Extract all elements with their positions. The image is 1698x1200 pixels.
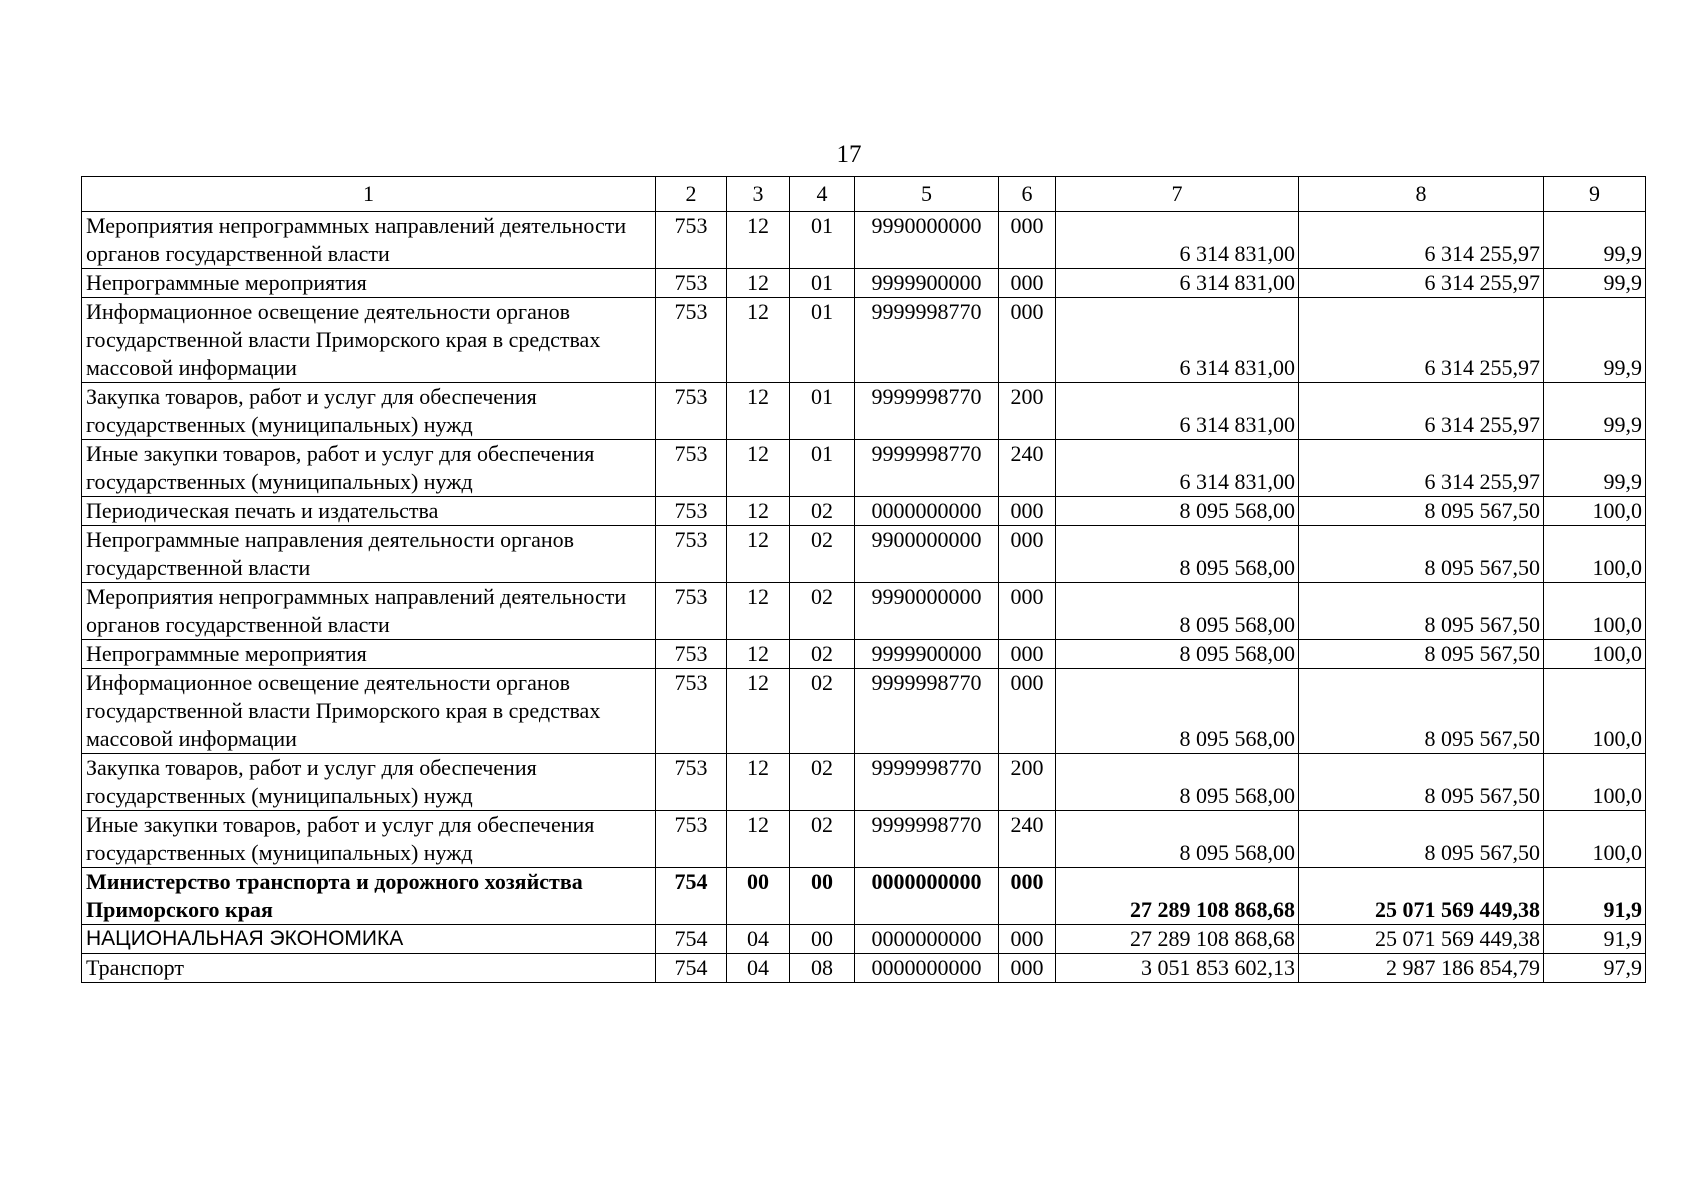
header-cell: 7 xyxy=(1056,177,1299,212)
code-cell: 000 xyxy=(999,526,1056,583)
code-cell: 01 xyxy=(790,440,855,497)
code-cell: 12 xyxy=(727,669,790,754)
header-cell: 2 xyxy=(656,177,727,212)
amount-executed-cell: 2 987 186 854,79 xyxy=(1299,954,1544,983)
code-cell: 753 xyxy=(656,212,727,269)
code-cell: 753 xyxy=(656,754,727,811)
row-name-cell: Мероприятия непрограммных направлений деятельности органов государственной власти xyxy=(82,212,656,269)
code-cell: 9999998770 xyxy=(855,811,999,868)
code-cell: 754 xyxy=(656,925,727,954)
row-name-cell: Информационное освещение деятельности органов государственной власти Приморского края в средствах массовой информации xyxy=(82,669,656,754)
code-cell: 000 xyxy=(999,497,1056,526)
code-cell: 12 xyxy=(727,583,790,640)
code-cell: 12 xyxy=(727,269,790,298)
code-cell: 12 xyxy=(727,383,790,440)
code-cell: 000 xyxy=(999,925,1056,954)
table-row xyxy=(82,440,1646,497)
table-row xyxy=(82,925,1646,954)
amount-executed-cell: 8 095 567,50 xyxy=(1299,497,1544,526)
code-cell: 02 xyxy=(790,526,855,583)
code-cell: 000 xyxy=(999,269,1056,298)
row-name-cell: Министерство транспорта и дорожного хозяйства Приморского края xyxy=(82,868,656,925)
amount-planned-cell: 6 314 831,00 xyxy=(1056,383,1299,440)
code-cell: 753 xyxy=(656,298,727,383)
amount-planned-cell: 6 314 831,00 xyxy=(1056,269,1299,298)
code-cell: 02 xyxy=(790,811,855,868)
percent-cell: 100,0 xyxy=(1544,811,1646,868)
amount-planned-cell: 6 314 831,00 xyxy=(1056,298,1299,383)
percent-cell: 97,9 xyxy=(1544,954,1646,983)
percent-cell: 99,9 xyxy=(1544,298,1646,383)
percent-cell: 100,0 xyxy=(1544,583,1646,640)
page-number: 17 xyxy=(836,141,862,168)
code-cell: 200 xyxy=(999,754,1056,811)
amount-planned-cell: 8 095 568,00 xyxy=(1056,583,1299,640)
amount-executed-cell: 8 095 567,50 xyxy=(1299,811,1544,868)
header-cell: 1 xyxy=(82,177,656,212)
code-cell: 753 xyxy=(656,811,727,868)
code-cell: 02 xyxy=(790,754,855,811)
percent-cell: 100,0 xyxy=(1544,526,1646,583)
percent-cell: 91,9 xyxy=(1544,925,1646,954)
code-cell: 000 xyxy=(999,954,1056,983)
code-cell: 753 xyxy=(656,269,727,298)
code-cell: 9900000000 xyxy=(855,526,999,583)
code-cell: 04 xyxy=(727,925,790,954)
code-cell: 00 xyxy=(790,925,855,954)
amount-planned-cell: 8 095 568,00 xyxy=(1056,497,1299,526)
code-cell: 02 xyxy=(790,497,855,526)
code-cell: 000 xyxy=(999,868,1056,925)
code-cell: 00 xyxy=(727,868,790,925)
row-name-cell: Закупка товаров, работ и услуг для обеспечения государственных (муниципальных) нужд xyxy=(82,754,656,811)
amount-executed-cell: 8 095 567,50 xyxy=(1299,640,1544,669)
table-row xyxy=(82,497,1646,526)
code-cell: 9999900000 xyxy=(855,269,999,298)
code-cell: 000 xyxy=(999,212,1056,269)
code-cell: 00 xyxy=(790,868,855,925)
code-cell: 12 xyxy=(727,298,790,383)
code-cell: 200 xyxy=(999,383,1056,440)
amount-executed-cell: 6 314 255,97 xyxy=(1299,269,1544,298)
percent-cell: 100,0 xyxy=(1544,497,1646,526)
code-cell: 000 xyxy=(999,640,1056,669)
amount-executed-cell: 6 314 255,97 xyxy=(1299,440,1544,497)
code-cell: 0000000000 xyxy=(855,954,999,983)
code-cell: 753 xyxy=(656,440,727,497)
code-cell: 12 xyxy=(727,811,790,868)
code-cell: 753 xyxy=(656,669,727,754)
amount-executed-cell: 6 314 255,97 xyxy=(1299,298,1544,383)
header-cell: 5 xyxy=(855,177,999,212)
budget-table xyxy=(81,176,1646,983)
amount-planned-cell: 8 095 568,00 xyxy=(1056,526,1299,583)
row-name-cell: Непрограммные направления деятельности органов государственной власти xyxy=(82,526,656,583)
code-cell: 02 xyxy=(790,583,855,640)
row-name-cell: Периодическая печать и издательства xyxy=(82,497,656,526)
code-cell: 9999998770 xyxy=(855,298,999,383)
code-cell: 000 xyxy=(999,669,1056,754)
code-cell: 01 xyxy=(790,383,855,440)
header-row xyxy=(82,177,1646,212)
code-cell: 753 xyxy=(656,583,727,640)
code-cell: 754 xyxy=(656,954,727,983)
percent-cell: 91,9 xyxy=(1544,868,1646,925)
header-cell: 3 xyxy=(727,177,790,212)
amount-planned-cell: 6 314 831,00 xyxy=(1056,212,1299,269)
code-cell: 754 xyxy=(656,868,727,925)
table-row xyxy=(82,868,1646,925)
code-cell: 753 xyxy=(656,497,727,526)
percent-cell: 99,9 xyxy=(1544,440,1646,497)
amount-planned-cell: 27 289 108 868,68 xyxy=(1056,868,1299,925)
header-cell: 9 xyxy=(1544,177,1646,212)
code-cell: 12 xyxy=(727,640,790,669)
code-cell: 9990000000 xyxy=(855,583,999,640)
code-cell: 240 xyxy=(999,440,1056,497)
code-cell: 12 xyxy=(727,526,790,583)
code-cell: 9999998770 xyxy=(855,669,999,754)
table-row xyxy=(82,669,1646,754)
table-row xyxy=(82,583,1646,640)
code-cell: 02 xyxy=(790,640,855,669)
table-row xyxy=(82,954,1646,983)
header-cell: 8 xyxy=(1299,177,1544,212)
percent-cell: 100,0 xyxy=(1544,669,1646,754)
code-cell: 0000000000 xyxy=(855,868,999,925)
amount-executed-cell: 8 095 567,50 xyxy=(1299,583,1544,640)
code-cell: 12 xyxy=(727,754,790,811)
amount-planned-cell: 27 289 108 868,68 xyxy=(1056,925,1299,954)
percent-cell: 99,9 xyxy=(1544,212,1646,269)
amount-executed-cell: 6 314 255,97 xyxy=(1299,212,1544,269)
amount-planned-cell: 8 095 568,00 xyxy=(1056,669,1299,754)
code-cell: 753 xyxy=(656,640,727,669)
table-row xyxy=(82,640,1646,669)
table-row xyxy=(82,754,1646,811)
table-row xyxy=(82,383,1646,440)
amount-planned-cell: 3 051 853 602,13 xyxy=(1056,954,1299,983)
code-cell: 0000000000 xyxy=(855,925,999,954)
percent-cell: 99,9 xyxy=(1544,269,1646,298)
row-name-cell: НАЦИОНАЛЬНАЯ ЭКОНОМИКА xyxy=(82,925,656,954)
table-row xyxy=(82,811,1646,868)
code-cell: 753 xyxy=(656,526,727,583)
code-cell: 02 xyxy=(790,669,855,754)
code-cell: 0000000000 xyxy=(855,497,999,526)
amount-executed-cell: 25 071 569 449,38 xyxy=(1299,925,1544,954)
percent-cell: 99,9 xyxy=(1544,383,1646,440)
code-cell: 12 xyxy=(727,497,790,526)
amount-executed-cell: 6 314 255,97 xyxy=(1299,383,1544,440)
amount-planned-cell: 8 095 568,00 xyxy=(1056,754,1299,811)
row-name-cell: Мероприятия непрограммных направлений деятельности органов государственной власти xyxy=(82,583,656,640)
amount-planned-cell: 6 314 831,00 xyxy=(1056,440,1299,497)
header-cell: 6 xyxy=(999,177,1056,212)
code-cell: 9990000000 xyxy=(855,212,999,269)
amount-executed-cell: 25 071 569 449,38 xyxy=(1299,868,1544,925)
code-cell: 9999998770 xyxy=(855,383,999,440)
table-row xyxy=(82,212,1646,269)
code-cell: 000 xyxy=(999,583,1056,640)
code-cell: 9999998770 xyxy=(855,440,999,497)
percent-cell: 100,0 xyxy=(1544,754,1646,811)
row-name-cell: Непрограммные мероприятия xyxy=(82,640,656,669)
header-cell: 4 xyxy=(790,177,855,212)
row-name-cell: Иные закупки товаров, работ и услуг для обеспечения государственных (муниципальных) нужд xyxy=(82,440,656,497)
row-name-cell: Информационное освещение деятельности органов государственной власти Приморского края в средствах массовой информации xyxy=(82,298,656,383)
code-cell: 12 xyxy=(727,440,790,497)
code-cell: 01 xyxy=(790,269,855,298)
table-row xyxy=(82,526,1646,583)
code-cell: 04 xyxy=(727,954,790,983)
code-cell: 9999900000 xyxy=(855,640,999,669)
amount-planned-cell: 8 095 568,00 xyxy=(1056,811,1299,868)
amount-executed-cell: 8 095 567,50 xyxy=(1299,669,1544,754)
code-cell: 12 xyxy=(727,212,790,269)
code-cell: 753 xyxy=(656,383,727,440)
percent-cell: 100,0 xyxy=(1544,640,1646,669)
table-row xyxy=(82,269,1646,298)
amount-executed-cell: 8 095 567,50 xyxy=(1299,754,1544,811)
row-name-cell: Иные закупки товаров, работ и услуг для обеспечения государственных (муниципальных) нужд xyxy=(82,811,656,868)
code-cell: 08 xyxy=(790,954,855,983)
code-cell: 9999998770 xyxy=(855,754,999,811)
row-name-cell: Транспорт xyxy=(82,954,656,983)
table-row xyxy=(82,298,1646,383)
code-cell: 01 xyxy=(790,212,855,269)
row-name-cell: Непрограммные мероприятия xyxy=(82,269,656,298)
code-cell: 000 xyxy=(999,298,1056,383)
code-cell: 01 xyxy=(790,298,855,383)
amount-planned-cell: 8 095 568,00 xyxy=(1056,640,1299,669)
code-cell: 240 xyxy=(999,811,1056,868)
amount-executed-cell: 8 095 567,50 xyxy=(1299,526,1544,583)
row-name-cell: Закупка товаров, работ и услуг для обеспечения государственных (муниципальных) нужд xyxy=(82,383,656,440)
